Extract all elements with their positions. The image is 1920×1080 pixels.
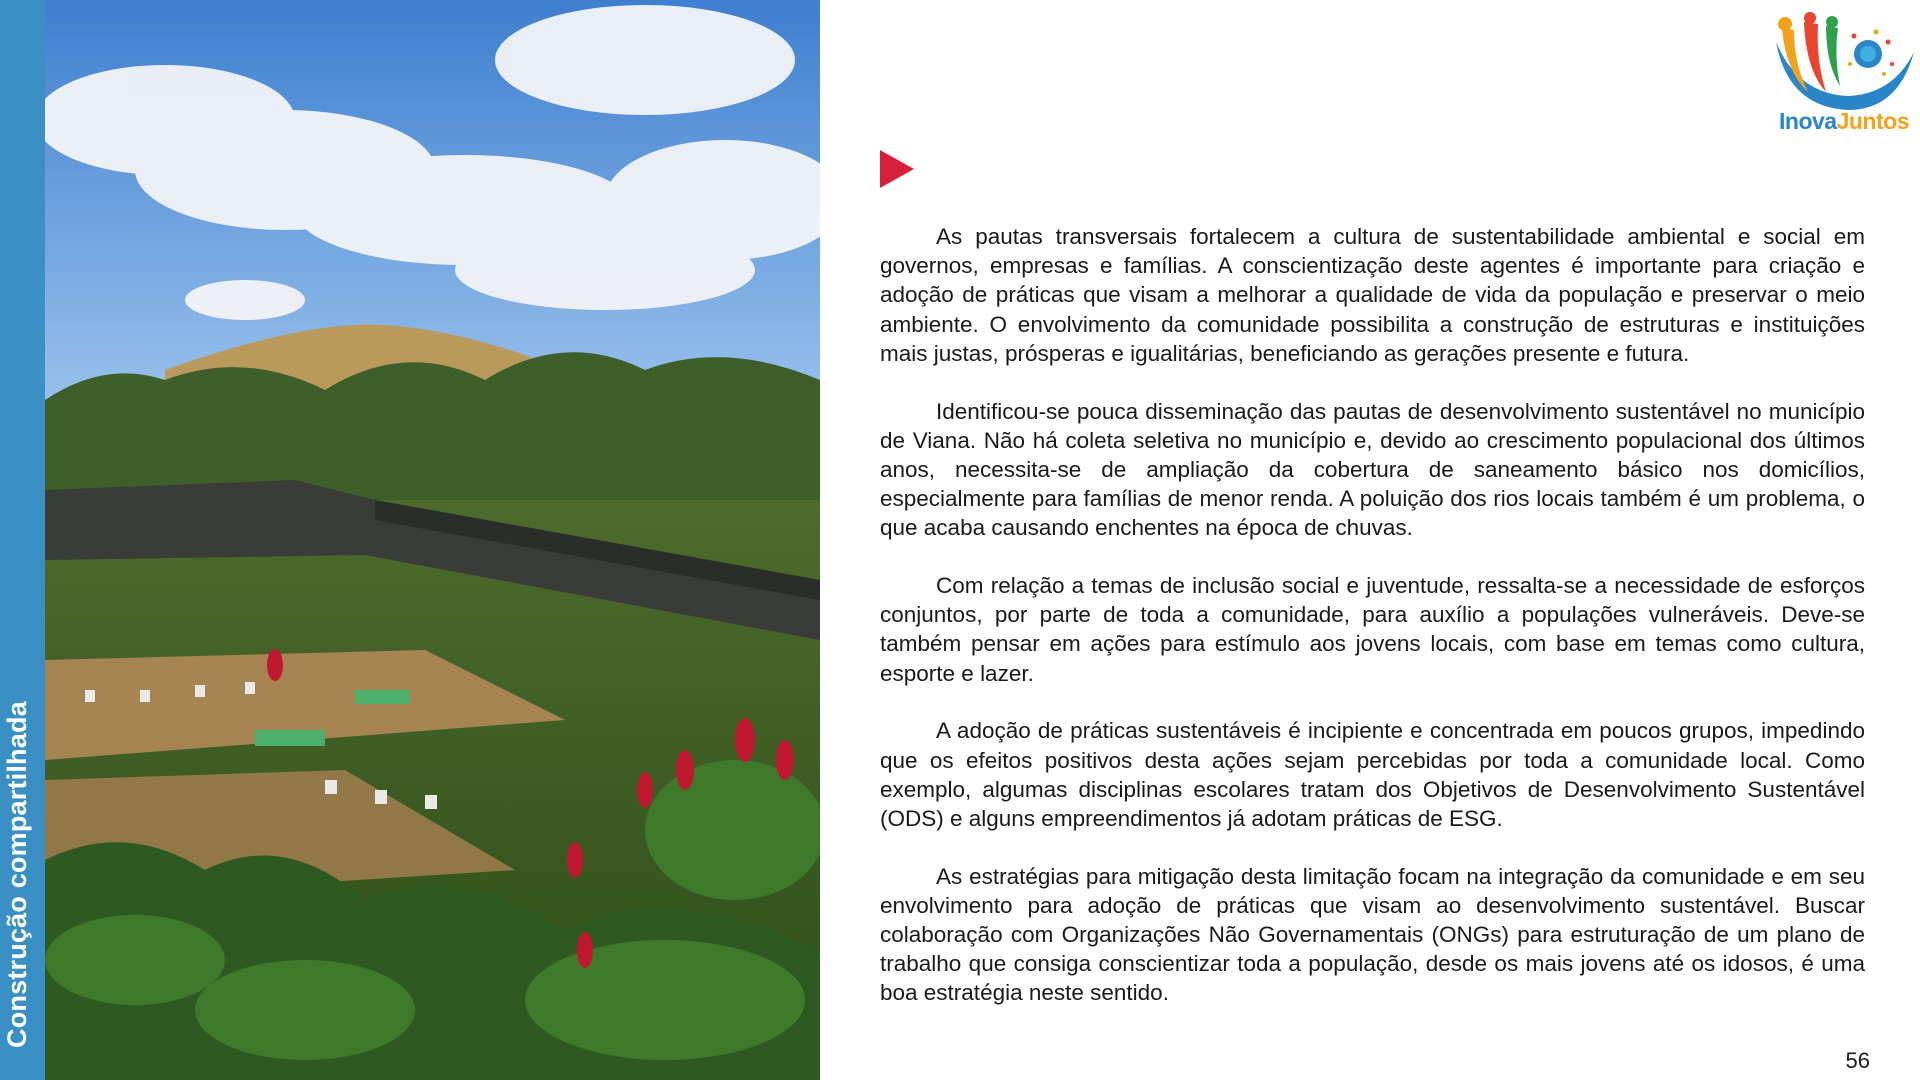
paragraph: A adoção de práticas sustentáveis é incipiente e concentrada em poucos grupos, impedindo que os efeitos positivos desta ações sejam percebidas por toda a comunidade local. Como exemplo, algumas disciplinas escolares tratam dos Objetivos de Desenvolvimento Sustentável (ODS) e alguns empreendimentos já adotam práticas de ESG. [880,718,1865,831]
paragraph: Com relação a temas de inclusão social e juventude, ressalta-se a necessidade de esforços conjuntos, por parte de toda a comunidade, para auxílio a populações vulneráveis. Deve-se também pensar em ações para estímulo aos jovens locais, com base em temas como cultura, esporte e lazer. [880,573,1865,686]
nursery-photo [45,0,820,1080]
paragraph: Identificou-se pouca disseminação das pautas de desenvolvimento sustentável no município de Viana. Não há coleta seletiva no município e, devido ao crescimento populacional dos últimos anos, necessita-se de ampliação da cobertura de saneamento básico nos domicílios, especialmente para famílias de menor renda. A poluição dos rios locais também é um problema, o que acaba causando enchentes na época de chuvas. [880,398,1865,541]
logo-word-juntos: Juntos [1836,108,1909,134]
section-title: Construção compartilhada [2,701,32,1048]
logo-wordmark [1770,108,1918,135]
page-number: 56 [1845,1048,1870,1073]
red-triangle-marker [880,150,914,188]
paragraph: As estratégias para mitigação desta limitação focam na integração da comunidade e em seu envolvimento para adoção de práticas que visam ao desenvolvimento sustentável. Buscar colaboração com Organizações Não Governamentais (ONGs) para estruturação de um plano de trabalho que consiga conscientizar toda a população, desde os mais jovens até os idosos, é uma boa estratégia neste sentido. [880,863,1865,1006]
paragraph: As pautas transversais fortalecem a cultura de sustentabilidade ambiental e social em governos, empresas e famílias. A conscientização deste agentes é importante para criação e adoção de práticas que visam a melhorar a qualidade de vida da população e preservar o meio ambiente. O envolvimento da comunidade possibilita a construção de estruturas e instituições mais justas, prósperas e igualitárias, beneficiando as gerações presente e futura. [880,224,1865,366]
body-text [880,222,1865,1036]
logo-word-inova: Inova [1779,108,1837,134]
